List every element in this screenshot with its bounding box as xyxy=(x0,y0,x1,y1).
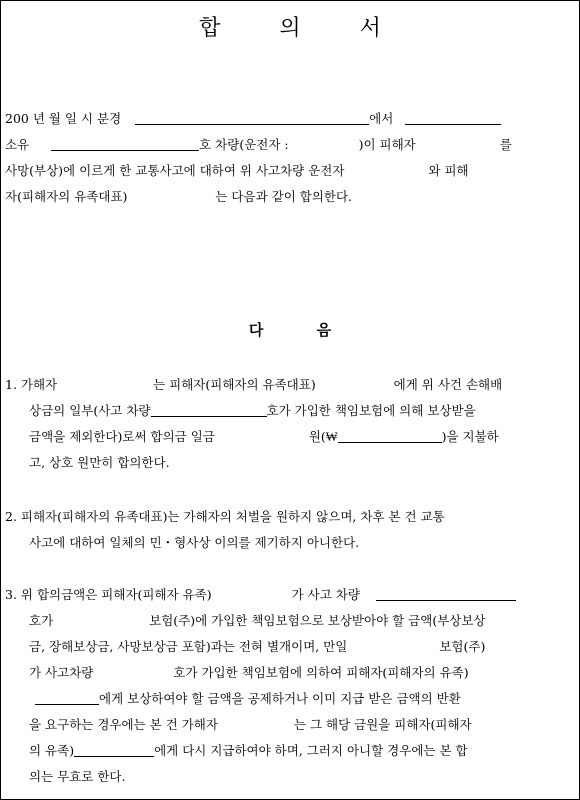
item3-request-text: 을 요구하는 경우에는 본 건 가해자 xyxy=(29,717,218,732)
item1-insurance-text: 호가 가입한 책임보험에 의해 보상받을 xyxy=(266,403,476,418)
intro-line-4 xyxy=(5,187,352,205)
item3-repay-text: 에게 다시 지급하여야 하며, 그러지 아니할 경우에는 본 합 xyxy=(154,743,468,758)
item3-line-6 xyxy=(29,715,472,733)
intro-agree-text: 는 다음과 같이 합의한다. xyxy=(215,189,353,204)
item1-pay-text: )을 지불하 xyxy=(441,429,499,444)
item3-family-blank[interactable] xyxy=(74,744,154,757)
intro-and-victim: 와 피해 xyxy=(428,163,469,178)
item1-offender-label: 1. 가해자 xyxy=(5,377,58,392)
item3-victim-blank[interactable] xyxy=(35,692,99,705)
item3-line-7 xyxy=(29,741,468,759)
intro-owned-label: 소유 xyxy=(5,137,30,152)
vehicle-number-blank[interactable] xyxy=(51,138,199,151)
item1-line-4 xyxy=(29,453,170,471)
item1-victim-text: 는 피해자(피해자의 유족대표) xyxy=(153,377,316,392)
intro-victim-label: )이 피해자 xyxy=(358,137,416,152)
intro-vehicle-label: 호 차량(운전자 : xyxy=(199,137,289,152)
item3-refund-text: 는 그 해당 금원을 피해자(피해자 xyxy=(293,717,472,732)
item3-accident-vehicle-text: 가 사고차량 xyxy=(29,665,94,680)
item3-line-8: 의는 무효로 한다. xyxy=(29,769,126,784)
intro-victim-rep: 자(피해자의 유족대표) xyxy=(5,189,128,204)
item1-line-2 xyxy=(29,401,476,419)
item3-vehicle-blank[interactable] xyxy=(376,588,516,601)
item1-amount-text: 금액을 제외한다)로써 합의금 일금 xyxy=(29,429,215,444)
item1-settle-text: 고, 상호 원만히 합의한다. xyxy=(29,455,170,470)
item1-partial-text: 상금의 일부(사고 차량 xyxy=(29,403,151,418)
owner-blank[interactable] xyxy=(405,112,501,125)
item3-separate-text: 금, 장해보상금, 사망보상금 포함)과는 전혀 별개이며, 만일 xyxy=(29,639,348,654)
intro-line-1 xyxy=(5,109,501,127)
intro-object-label: 를 xyxy=(499,137,512,152)
intro-accident-text: 사망(부상)에 이르게 한 교통사고에 대하여 위 사고차량 운전자 xyxy=(5,163,345,178)
item3-liability-text: 호가 가입한 책임보험에 의하여 피해자(피해자의 유족) xyxy=(173,665,469,680)
intro-line-3 xyxy=(5,161,469,179)
item3-amount-text: 3. 위 합의금액은 피해자(피해자 유족) xyxy=(5,587,212,602)
item1-won-label: 원(₩ xyxy=(308,429,338,444)
item3-insurance-text: 보험(주)에 가입한 책임보험으로 보상받아야 할 금액(부상보상 xyxy=(149,613,486,628)
item3-line-1 xyxy=(5,585,516,603)
intro-line-2 xyxy=(5,135,512,153)
place-blank[interactable] xyxy=(135,112,369,125)
item1-vehicle-blank[interactable] xyxy=(151,404,267,417)
item3-line-2 xyxy=(29,611,486,629)
item1-line-1 xyxy=(5,375,502,393)
item1-line-3 xyxy=(29,427,499,445)
item3-line-5 xyxy=(35,689,461,707)
item1-damages-text: 에게 위 사건 손해배 xyxy=(393,377,503,392)
item1-won-blank[interactable] xyxy=(338,430,442,443)
intro-at-label: 에서 xyxy=(369,111,394,126)
document-title: 합 의 서 xyxy=(199,16,407,41)
item3-line-3 xyxy=(29,637,485,655)
item2-line-1: 2. 피해자(피해자의 유족대표)는 가해자의 처벌을 원하지 않으며, 차후 본 건 교통 xyxy=(5,509,445,524)
item3-family-text: 의 유족) xyxy=(29,743,75,758)
item3-vehicle-number-label: 호가 xyxy=(29,613,54,628)
item3-line-4 xyxy=(29,663,469,681)
item3-deduct-text: 에게 보상하여야 할 금액을 공제하거나 이미 지급 받은 금액의 반환 xyxy=(99,691,461,706)
section-heading: 다 음 xyxy=(248,321,356,339)
item3-vehicle-text: 가 사고 차량 xyxy=(291,587,360,602)
item2-line-2: 사고에 대하여 일체의 민・형사상 이의를 제기하지 아니한다. xyxy=(29,535,360,550)
item3-insurer-text: 보험(주) xyxy=(439,639,486,654)
intro-datetime-label: 200 년 월 일 시 분경 xyxy=(5,111,122,126)
